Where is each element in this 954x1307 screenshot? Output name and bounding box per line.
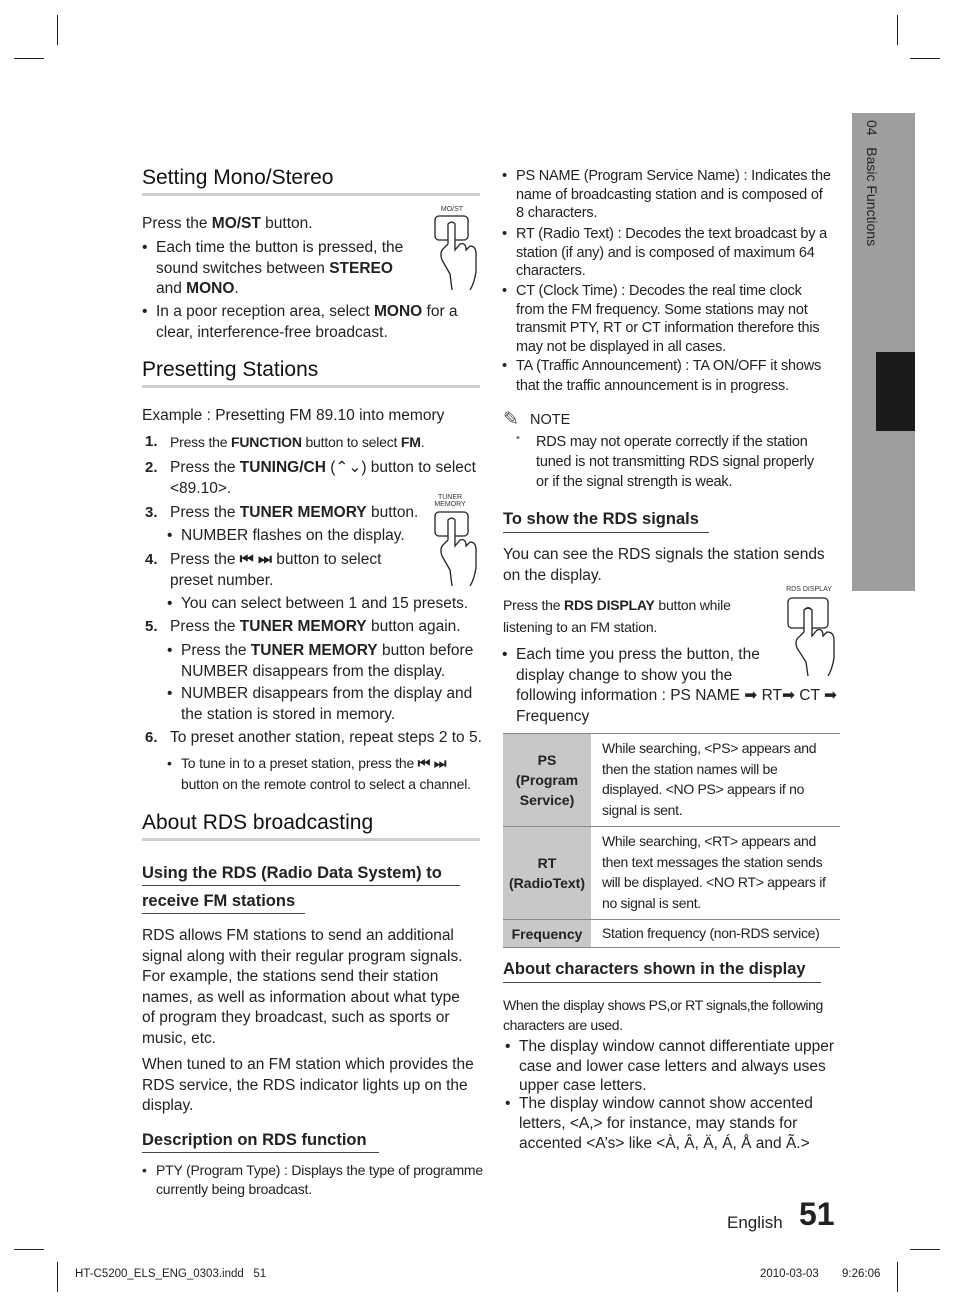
step-number-4: 4. [145, 551, 158, 568]
chapter-side-label: 04 Basic Functions [864, 120, 880, 247]
crop-mark [910, 1249, 940, 1250]
section-title-mono-stereo: Setting Mono/Stereo [142, 166, 334, 189]
section-rule [142, 838, 480, 841]
crop-mark [14, 1249, 44, 1250]
rds-display-icon-label: RDS DISPLAY [786, 586, 832, 593]
section-rule [142, 385, 480, 388]
mono-stereo-bullet-1: • Each time the button is pressed, the sound switches between STEREO and MONO. [156, 238, 403, 300]
rds-ct-bullet: • CT (Clock Time) : Decodes the real time clock from the FM frequency. Some stations may not transmit PTY, RT or CT information therefore this may not be displayed in all cases. [516, 282, 819, 356]
subheading-using-rds-line-2: receive FM stations [142, 892, 296, 910]
section-title-about-rds: About RDS broadcasting [142, 811, 374, 834]
mono-stereo-intro: Press the MO/ST button. [142, 215, 313, 232]
preset-step-3-bullet: • NUMBER flashes on the display. [181, 526, 405, 547]
rds-ta-bullet: • TA (Traffic Announcement) : TA ON/OFF it shows that the traffic announcement is in progress. [516, 357, 821, 396]
mo-st-icon-label: MO/ST [440, 206, 464, 213]
table-value-ps: While searching, <PS> appears and then the station names will be displayed. <NO PS> appears if no signal is sent. [591, 734, 840, 827]
table-row [503, 827, 840, 920]
table-key-ps: PS (Program Service) [503, 734, 591, 827]
subheading-underline [142, 885, 460, 886]
step-number-6: 6. [145, 729, 158, 746]
mono-stereo-bullet-2: • In a poor reception area, select MONO for a clear, interference-free broadcast. [156, 302, 458, 343]
subheading-underline [142, 1152, 379, 1153]
page-number: 51 [799, 1196, 835, 1232]
subheading-description-rds: Description on RDS function [142, 1131, 367, 1149]
step-number-1: 1. [145, 433, 158, 450]
preset-step-6: To preset another station, repeat steps 2 to 5. [170, 729, 482, 746]
tuner-memory-icon-label: TUNER MEMORY [434, 494, 466, 508]
section-rule [142, 193, 480, 196]
note-title: NOTE [530, 412, 571, 428]
subheading-show-rds-signals: To show the RDS signals [503, 510, 699, 528]
subheading-using-rds-line-1: Using the RDS (Radio Data System) to [142, 864, 442, 882]
characters-bullet-1: • The display window cannot differentiate upper case and lower case letters and always uses upper case letters. [519, 1037, 834, 1096]
subheading-underline [503, 982, 821, 983]
footer-language: English [727, 1213, 783, 1232]
step-number-5: 5. [145, 618, 158, 635]
hand-press-tuner-memory-icon [430, 510, 482, 586]
preset-step-1: Press the FUNCTION button to select FM. [170, 434, 425, 450]
note-square-bullet-icon: ▪ [516, 432, 520, 444]
footer-time: 9:26:06 [842, 1268, 881, 1280]
skip-prev-next-icon: ⏮ ⏭ [417, 755, 447, 771]
preset-step-5-bullet-2: • NUMBER disappears from the display and the station is stored in memory. [181, 684, 472, 725]
rds-signal-table [503, 733, 840, 948]
subheading-underline [142, 913, 305, 914]
table-key-frequency: Frequency [503, 920, 591, 948]
footer-date: 2010-03-03 [760, 1268, 819, 1280]
rds-rt-bullet: • RT (Radio Text) : Decodes the text broadcast by a station (if any) and is composed of maximum 64 characters. [516, 225, 827, 281]
preset-step-4: Press the ⏮ ⏭ button to select preset number. [170, 551, 382, 589]
rds-pty-bullet: • PTY (Program Type) : Displays the type of programme currently being broadcast. [156, 1161, 483, 1199]
crop-mark [897, 1262, 898, 1292]
crop-mark [910, 58, 940, 59]
characters-bullet-2: • The display window cannot show accented letters, <A,> for instance, may stands for accented <A’s> like <À, Â, Ä, Á, Å and Ã.> [519, 1094, 813, 1154]
step-number-2: 2. [145, 459, 158, 476]
preset-example: Example : Presetting FM 89.10 into memory [142, 407, 445, 424]
subheading-about-characters: About characters shown in the display [503, 960, 806, 978]
preset-step-5-bullet-1: • Press the TUNER MEMORY button before NUMBER disappears from the display. [181, 641, 473, 682]
preset-step-2: Press the TUNING/CH (⌃⌄) button to select <89.10>. [170, 459, 476, 497]
crop-mark [897, 15, 898, 45]
table-value-rt: While searching, <RT> appears and then text messages the station sends will be displayed. <NO RT> appears if no signal is sent. [591, 827, 840, 920]
crop-mark [57, 1262, 58, 1292]
subheading-underline [503, 532, 709, 533]
chapter-side-marker [876, 352, 915, 431]
table-value-frequency: Station frequency (non-RDS service) [591, 920, 840, 948]
note-text: RDS may not operate correctly if the station tuned is not transmitting RDS signal properly or if the signal strength is weak. [536, 434, 814, 490]
skip-prev-next-icon: ⏮ ⏭ [239, 551, 272, 568]
show-rds-bullet: • Each time you press the button, the display change to show you the following information : PS NAME ➡ RT➡ CT ➡ Frequency [516, 645, 837, 727]
table-key-rt: RT (RadioText) [503, 827, 591, 920]
step-number-3: 3. [145, 504, 158, 521]
crop-mark [57, 15, 58, 45]
rds-indicator-paragraph: When tuned to an FM station which provides the RDS service, the RDS indicator lights up on the display. [142, 1056, 474, 1114]
crop-mark [14, 58, 44, 59]
rds-ps-name-bullet: • PS NAME (Program Service Name) : Indicates the name of broadcasting station and is composed of 8 characters. [516, 167, 831, 223]
table-row [503, 734, 840, 827]
preset-step-6-bullet: • To tune in to a preset station, press the ⏮ ⏭ button on the remote control to select a channel. [181, 753, 471, 794]
characters-intro: When the display shows PS,or RT signals,the following characters are used. [503, 997, 823, 1033]
rds-intro-paragraph: RDS allows FM stations to send an additional signal along with their regular program signals. For example, the stations send their station names, as well as information about what type of program they broadcast, such as sports or music, etc. [142, 927, 463, 1047]
footer-file-name: HT-C5200_ELS_ENG_0303.indd 51 [75, 1268, 267, 1280]
show-rds-instruction: Press the RDS DISPLAY button while listening to an FM station. [503, 597, 731, 635]
table-row [503, 920, 840, 948]
section-title-presetting: Presetting Stations [142, 358, 319, 381]
tuning-up-down-icon: ⌃⌄ [335, 459, 362, 476]
preset-step-5: Press the TUNER MEMORY button again. [170, 618, 461, 635]
preset-step-3: Press the TUNER MEMORY button. [170, 504, 419, 521]
show-rds-intro: You can see the RDS signals the station sends on the display. [503, 546, 825, 584]
note-pencil-icon: ✎ [503, 409, 519, 430]
hand-press-mo-st-icon [430, 214, 482, 290]
preset-step-4-bullet: • You can select between 1 and 15 presets. [181, 594, 468, 615]
